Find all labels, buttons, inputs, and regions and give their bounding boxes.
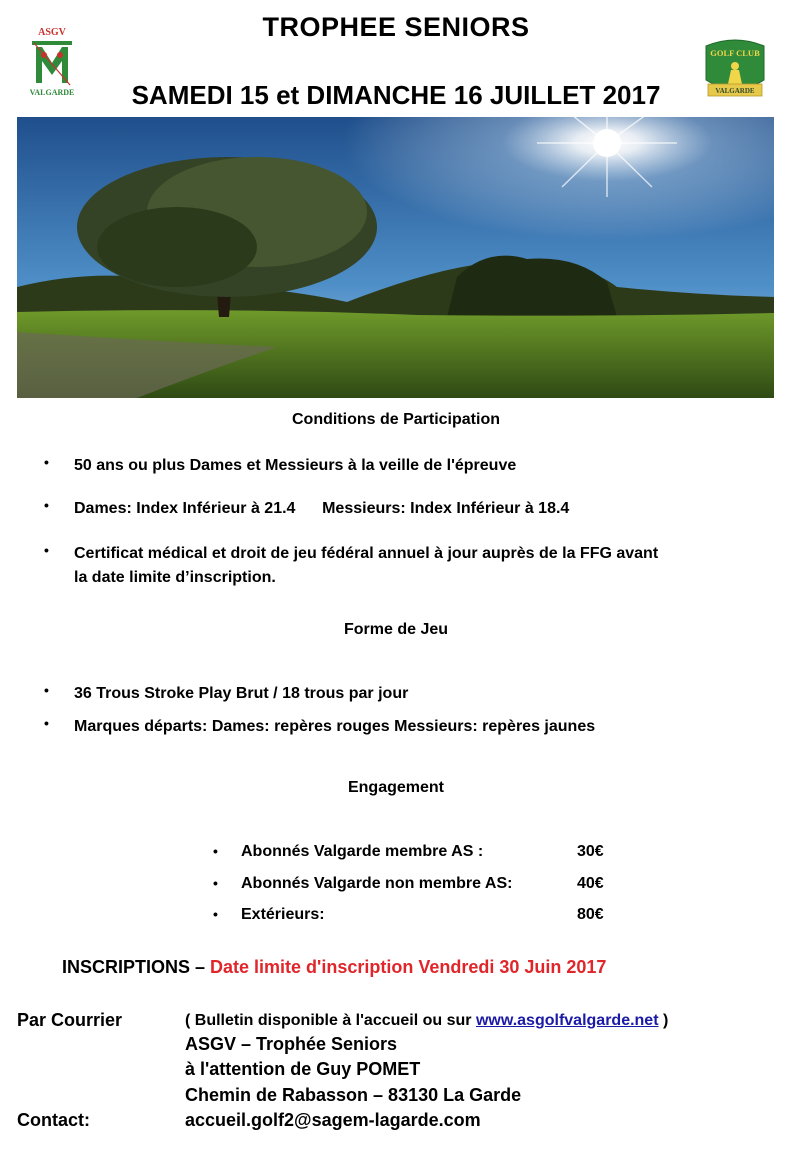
inscriptions-line (62, 957, 606, 978)
condition-index: Dames: Index Inférieur à 21.4 Messieurs: Index Inférieur à 18.4 (74, 500, 570, 517)
bullet-icon: • (44, 542, 49, 558)
forme-holes: 36 Trous Stroke Play Brut / 18 trous par jour (74, 685, 409, 702)
bullet-icon: • (44, 497, 49, 513)
bulletin-note (185, 1012, 668, 1030)
fee-price: 40€ (577, 875, 604, 892)
table-row (0, 843, 792, 865)
fee-label: Abonnés Valgarde membre AS : (241, 843, 484, 860)
fee-label: Extérieurs: (241, 906, 325, 923)
golf-club-logo (700, 36, 770, 102)
bulletin-suffix: ) (658, 1012, 669, 1029)
engagement-title: Engagement (347, 779, 444, 796)
list-item (0, 454, 792, 478)
courrier-label: Par Courrier (17, 1010, 123, 1030)
bulletin-prefix: ( Bulletin disponible à l'accueil ou sur (185, 1012, 476, 1029)
contact-label: Contact: (17, 1110, 90, 1130)
page-title: TROPHEE SENIORS (262, 12, 530, 42)
asgv-logo-text: ASGV (38, 27, 66, 38)
asgv-logo-subtext: VALGARDE (29, 88, 75, 97)
address-line-1: ASGV – Trophée Seniors (185, 1034, 398, 1054)
bullet-icon: • (213, 843, 218, 859)
bullet-icon: • (44, 715, 49, 731)
table-row (0, 875, 792, 897)
list-item (0, 497, 792, 521)
golf-club-logo-subtext: VALGARDE (715, 87, 755, 95)
golf-course-photo (17, 117, 774, 398)
contact-email[interactable]: accueil.golf2@sagem-lagarde.com (185, 1110, 481, 1130)
bullet-icon: • (213, 875, 218, 891)
fee-label: Abonnés Valgarde non membre AS: (241, 875, 513, 892)
fee-price: 30€ (577, 843, 604, 860)
conditions-title: Conditions de Participation (291, 411, 500, 428)
address-line-3: Chemin de Rabasson – 83130 La Garde (185, 1085, 522, 1105)
bullet-icon: • (213, 906, 218, 922)
forme-title: Forme de Jeu (343, 621, 449, 638)
bullet-icon: • (44, 682, 49, 698)
inscriptions-deadline: Date limite d'inscription Vendredi 30 Juin 2017 (210, 957, 607, 977)
inscriptions-label: INSCRIPTIONS – (62, 957, 211, 977)
condition-certificate-cont: la date limite d’inscription. (74, 569, 276, 586)
bullet-icon: • (44, 454, 49, 470)
list-item (0, 542, 792, 590)
forme-tees: Marques départs: Dames: repères rouges Messieurs: repères jaunes (74, 718, 596, 735)
address-line-2: à l'attention de Guy POMET (185, 1059, 421, 1079)
fee-price: 80€ (577, 906, 604, 923)
list-item (0, 682, 792, 706)
event-date: SAMEDI 15 et DIMANCHE 16 JUILLET 2017 (131, 80, 661, 110)
table-row (0, 906, 792, 928)
website-link[interactable]: www.asgolfvalgarde.net (475, 1012, 659, 1029)
golf-club-logo-text: GOLF CLUB (710, 48, 760, 58)
condition-age: 50 ans ou plus Dames et Messieurs à la veille de l'épreuve (74, 457, 517, 474)
condition-certificate: Certificat médical et droit de jeu fédéral annuel à jour auprès de la FFG avant (74, 545, 659, 562)
list-item (0, 715, 792, 739)
